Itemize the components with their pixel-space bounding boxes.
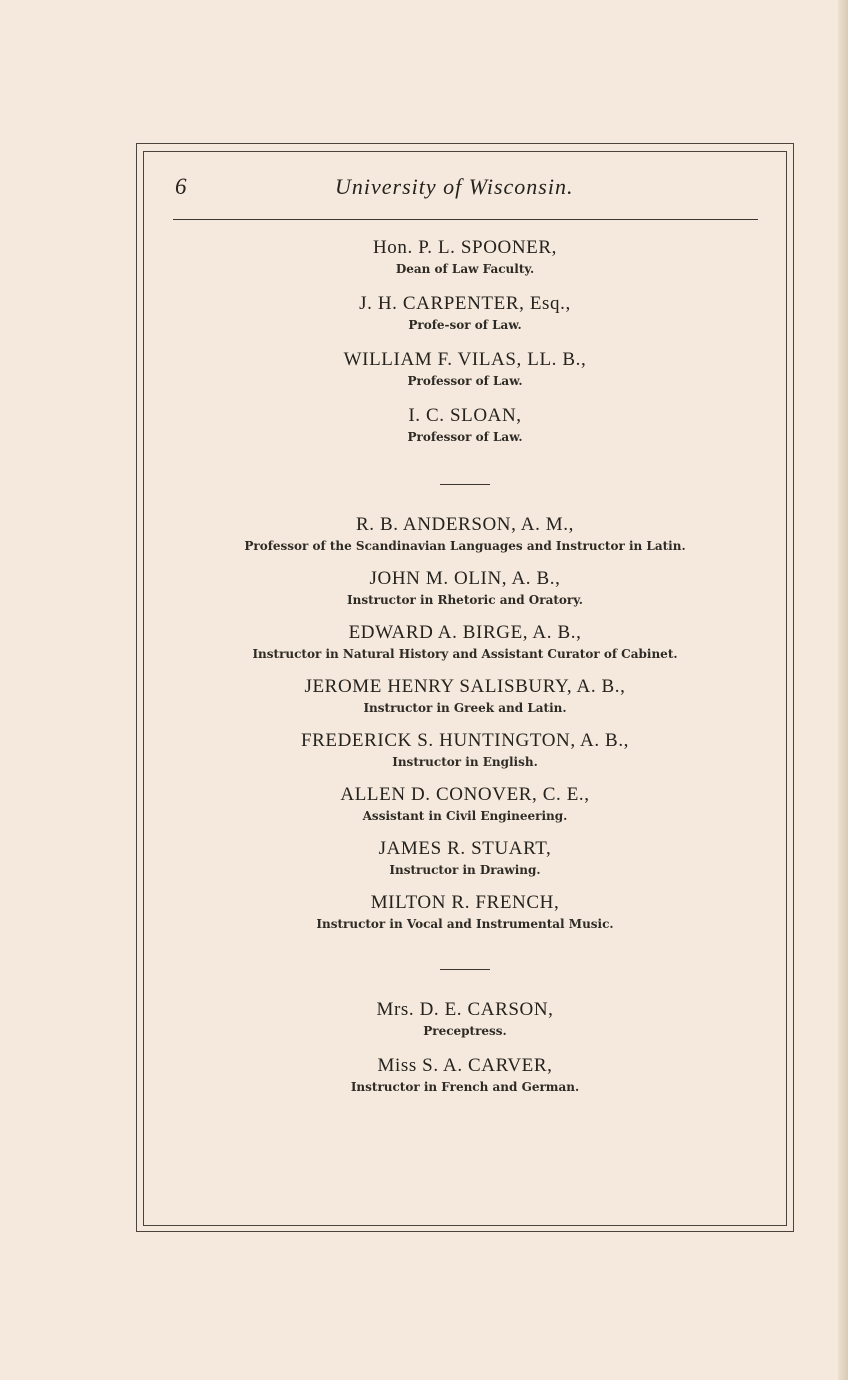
faculty-role: Professor of Law. <box>407 430 523 444</box>
faculty-name: ALLEN D. CONOVER, C. E., <box>340 784 590 805</box>
faculty-role: Assistant in Civil Engineering. <box>362 809 568 823</box>
faculty-name: JOHN M. OLIN, A. B., <box>369 568 561 589</box>
faculty-entry <box>143 348 787 404</box>
faculty-name: Mrs. D. E. CARSON, <box>376 999 554 1020</box>
faculty-entry <box>143 1054 787 1110</box>
faculty-role: Instructor in Natural History and Assistant Curator of Cabinet. <box>252 647 678 661</box>
faculty-entry <box>143 675 787 729</box>
faculty-role: Instructor in Rhetoric and Oratory. <box>346 593 583 607</box>
page-edge <box>838 0 848 1380</box>
faculty-entry <box>143 567 787 621</box>
faculty-entry <box>143 729 787 783</box>
faculty-listing <box>143 236 787 1110</box>
faculty-name: WILLIAM F. VILAS, LL. B., <box>343 349 587 370</box>
faculty-entry <box>143 404 787 460</box>
faculty-role: Preceptress. <box>423 1024 507 1038</box>
faculty-entry <box>143 891 787 945</box>
faculty-entry <box>143 621 787 675</box>
faculty-name: Miss S. A. CARVER, <box>377 1055 553 1076</box>
faculty-role: Instructor in Greek and Latin. <box>363 701 567 715</box>
faculty-name: Hon. P. L. SPOONER, <box>372 237 557 258</box>
faculty-name: J. H. CARPENTER, Esq., <box>359 293 571 314</box>
faculty-role: Profe-sor of Law. <box>408 318 522 332</box>
faculty-role: Professor of Law. <box>407 374 523 388</box>
faculty-entry <box>143 837 787 891</box>
faculty-role: Instructor in French and German. <box>350 1080 580 1094</box>
women-staff-section <box>143 998 787 1110</box>
faculty-name: FREDERICK S. HUNTINGTON, A. B., <box>300 730 630 751</box>
running-title: University of Wisconsin. <box>335 174 574 199</box>
faculty-entry <box>143 783 787 837</box>
faculty-name: JEROME HENRY SALISBURY, A. B., <box>304 676 626 697</box>
faculty-role: Instructor in Drawing. <box>389 863 541 877</box>
faculty-name: JAMES R. STUART, <box>378 838 552 859</box>
faculty-entry <box>143 292 787 348</box>
faculty-entry <box>143 236 787 292</box>
header-rule <box>173 219 758 220</box>
faculty-name: EDWARD A. BIRGE, A. B., <box>348 622 582 643</box>
page-number: 6 <box>175 174 187 199</box>
faculty-role: Instructor in Vocal and Instrumental Music. <box>316 917 614 931</box>
faculty-entry <box>143 998 787 1054</box>
faculty-role: Instructor in English. <box>392 755 538 769</box>
faculty-role: Professor of the Scandinavian Languages and Instructor in Latin. <box>244 539 686 553</box>
faculty-role: Dean of Law Faculty. <box>395 262 535 276</box>
faculty-name: I. C. SLOAN, <box>408 405 522 426</box>
instructors-section <box>143 513 787 945</box>
running-header <box>175 172 775 204</box>
faculty-name: MILTON R. FRENCH, <box>370 892 560 913</box>
law-faculty-section <box>143 236 787 460</box>
faculty-entry <box>143 513 787 567</box>
faculty-name: R. B. ANDERSON, A. M., <box>355 514 575 535</box>
